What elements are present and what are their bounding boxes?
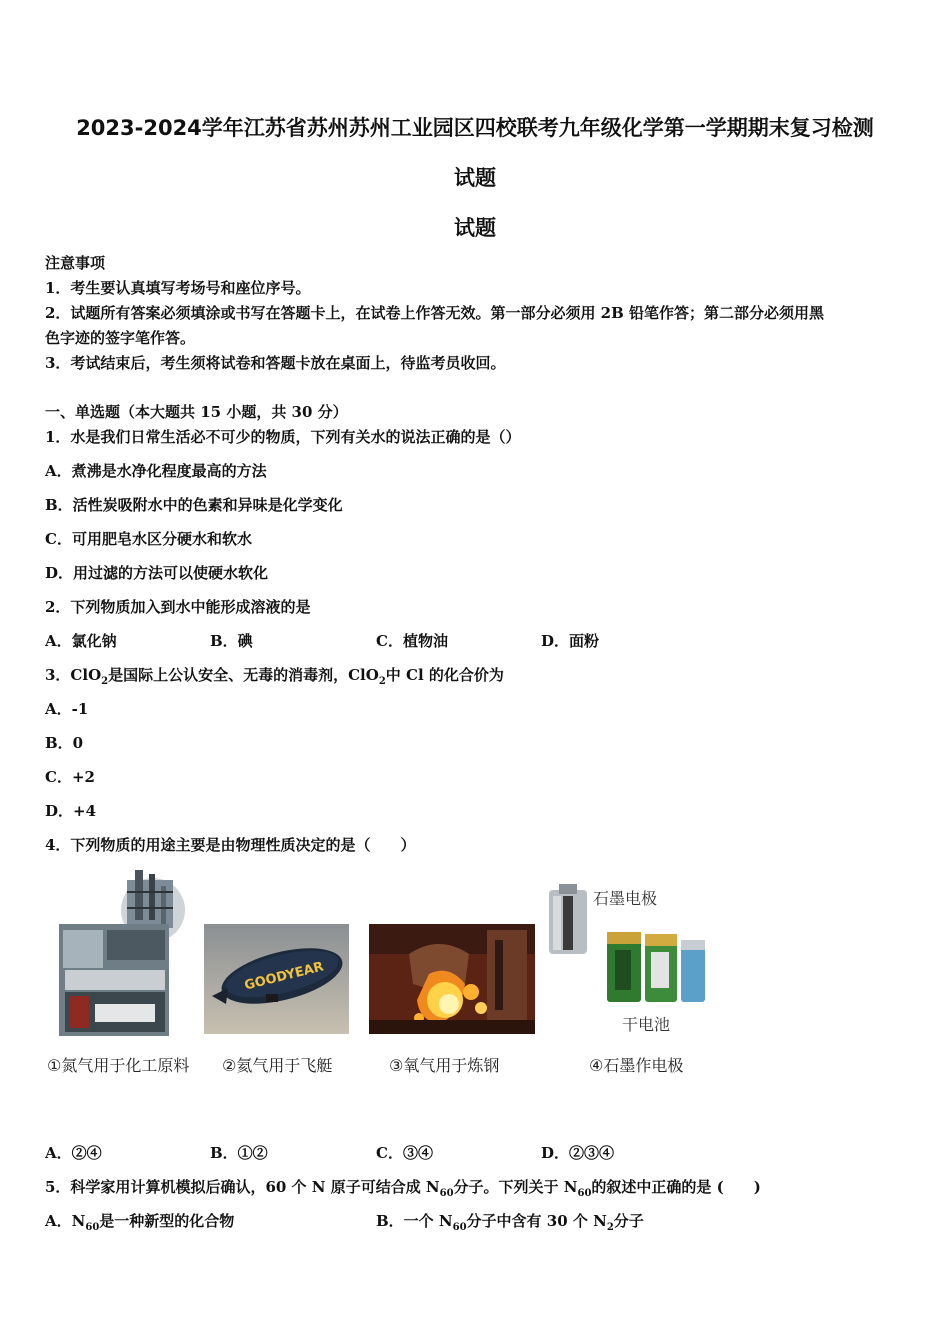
caption-3: ③氧气用于炼钢 [389,1056,500,1075]
question-3-option-b: B．0 [45,734,84,752]
dry-battery-label: 干电池 [622,1015,671,1034]
question-3-option-a: A．-1 [45,700,89,718]
question-4-stem: 4．下列物质的用途主要是由物理性质决定的是（ ） [45,836,416,854]
page-title: 2023-2024学年江苏省苏州苏州工业园区四校联考九年级化学第一学期期末复习检测 [76,116,874,140]
page-title-line2: 试题 [454,166,496,190]
notice-item-1: 1．考生要认真填写考场号和座位序号。 [45,279,311,297]
question-1-option-d: D．用过滤的方法可以使硬水软化 [45,564,269,582]
graphite-electrode-label: 石墨电极 [593,889,658,908]
question-3-option-c: C．+2 [45,768,95,786]
caption-2: ②氦气用于飞艇 [222,1056,333,1075]
question-2-option-b: B．碘 [210,632,253,650]
question-2-option-a: A．氯化钠 [45,632,117,650]
question-1-option-c: C．可用肥皂水区分硬水和软水 [45,530,252,548]
notice-item-3: 3．考试结束后，考生须将试卷和答题卡放在桌面上，待监考员收回。 [45,354,506,372]
question-1-stem: 1．水是我们日常生活必不可少的物质，下列有关水的说法正确的是（） [45,428,521,446]
question-4-option-b: B．①② [210,1144,268,1162]
factory-image [55,868,185,1036]
question-5-option-b: B．一个 $N_{60}$分子中含有 30 个 $N_2$分子 [376,1212,644,1233]
caption-1: ①氮气用于化工原料 [47,1056,190,1075]
question-2-stem: 2．下列物质加入到水中能形成溶液的是 [45,598,311,616]
notice-item-2: 2．试题所有答案必须填涂或书写在答题卡上，在试卷上作答无效。第一部分必须用 2B 铅笔作答；第二部分必须用黑 [45,304,825,322]
question-2-option-d: D．面粉 [541,632,600,650]
svg-text:GOODYEAR: GOODYEAR [243,959,326,994]
notice-item-2-cont: 色字迹的签字笔作答。 [45,329,196,347]
question-1-option-b: B．活性炭吸附水中的色素和异味是化学变化 [45,496,343,514]
question-4-option-a: A．②④ [45,1144,102,1162]
question-1-option-a: A．煮沸是水净化程度最高的方法 [45,462,267,480]
steel-image [369,924,535,1034]
question-5-stem: 5．科学家用计算机模拟后确认，60 个 N 原子可结合成 $N_{60}$分子。下列关于 $N_{60}$的叙述中正确的是 ( ) [45,1178,761,1199]
blimp-image [204,924,349,1034]
notice-heading: 注意事项 [45,254,106,272]
question-4-option-c: C．③④ [376,1144,433,1162]
caption-4: ④石墨作电极 [589,1056,684,1075]
question-5-option-a: A．$N_{60}$是一种新型的化合物 [45,1212,235,1233]
question-2-option-c: C．植物油 [376,632,448,650]
page-subtitle: 试题 [454,216,496,240]
section-heading: 一、单选题（本大题共 15 小题，共 30 分） [45,403,348,421]
question-4-option-d: D．②③④ [541,1144,615,1162]
question-3-stem: 3．ClO$_2$是国际上公认安全、无毒的消毒剂，ClO$_2$中 Cl 的化合价为 [45,666,504,687]
question-3-option-d: D．+4 [45,802,97,820]
